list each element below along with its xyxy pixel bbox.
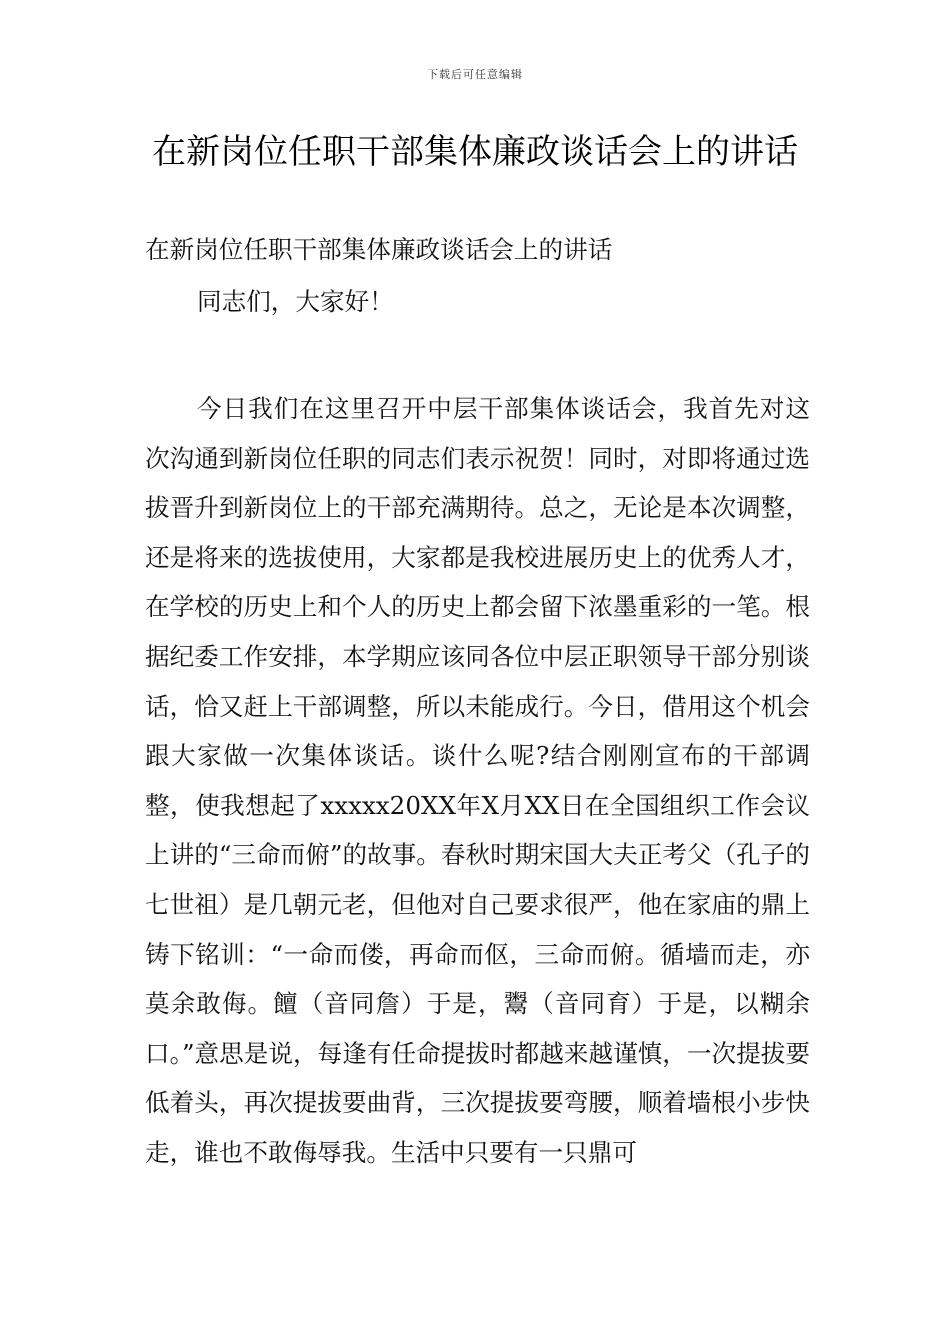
document-subtitle: 在新岗位任职干部集体廉政谈话会上的讲话 bbox=[145, 235, 613, 264]
document-title: 在新岗位任职干部集体廉政谈话会上的讲话 bbox=[152, 132, 798, 172]
document-body bbox=[145, 226, 810, 1178]
body-paragraph: 今日我们在这里召开中层干部集体谈话会，我首先对这次沟通到新岗位任职的同志们表示祝贺！同时，对即将通过选拔晋升到新岗位上的干部充满期待。总之，无论是本次调整，还是将来的选拔使用，大家都是我校进展历史上的优秀人才，在学校的历史上和个人的历史上都会留下浓墨重彩的一笔。根据纪委工作安排，本学期应该同各位中层正职领导干部分别谈话，恰又赶上干部调整，所以未能成行。今日，借用这个机会跟大家做一次集体谈话。谈什么呢?结合刚刚宣布的干部调整，使我想起了xxxxx20XX年X月XX日在全国组织工作会议上讲的“三命而俯”的故事。春秋时期宋国大夫正考父（孔子的七世祖）是几朝元老，但他对自己要求很严，他在家庙的鼎上铸下铭训：“一命而偻，再命而伛，三命而俯。循墙而走，亦莫余敢侮。饘（音同詹）于是，鬻（音同育）于是，以糊余口。”意思是说，每逢有任命提拔时都越来越谨慎，一次提拔要低着头，再次提拔要曲背，三次提拔要弯腰，顺着墙根小步快走，谁也不敢侮辱我。生活中只要有一只鼎可 bbox=[145, 394, 810, 1167]
header-note: 下载后可任意编辑 bbox=[427, 68, 523, 81]
greeting-line: 同志们，大家好！ bbox=[197, 287, 394, 316]
